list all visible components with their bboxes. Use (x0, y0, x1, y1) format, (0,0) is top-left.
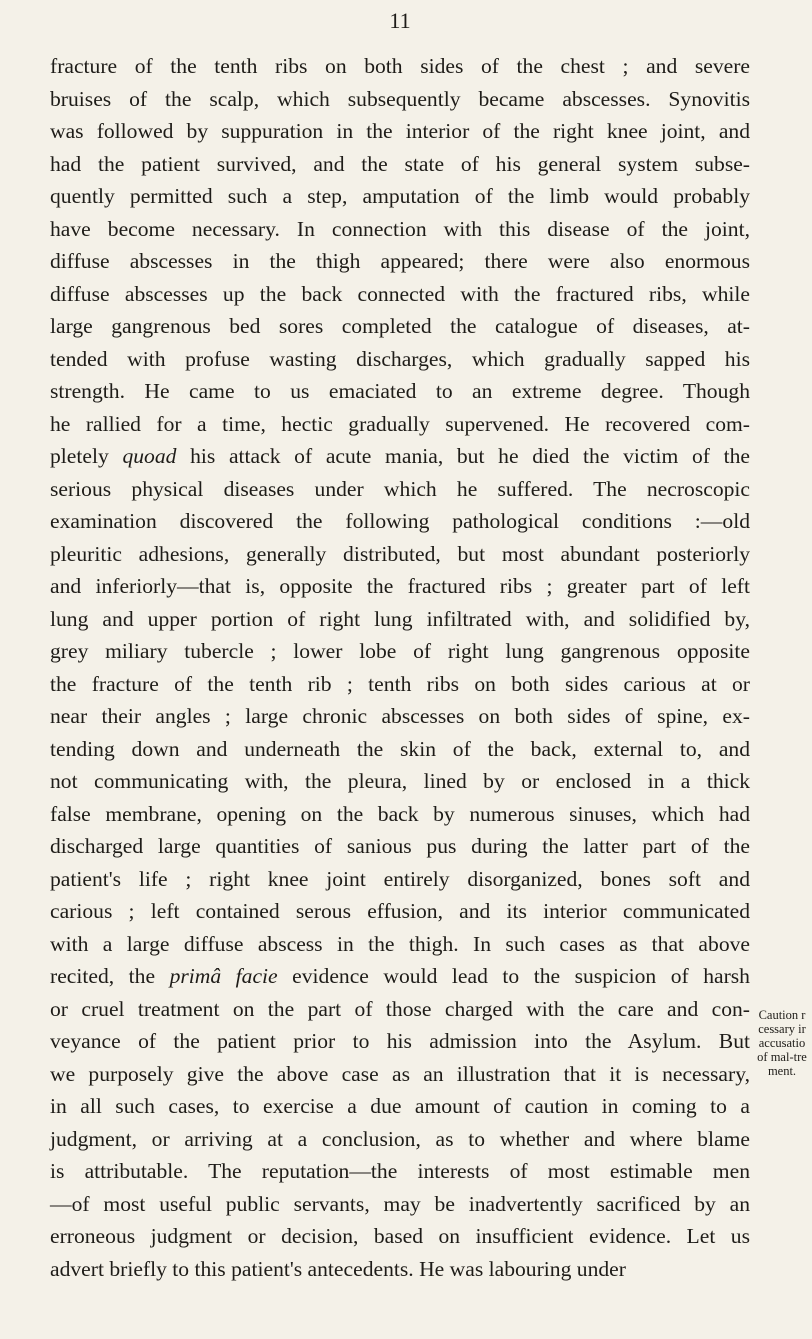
text-segment: erroneous judgment or decision, based on insufficient evidence. Let us (50, 1224, 750, 1248)
text-segment: had the patient survived, and the state of his general system subse- (50, 151, 750, 176)
text-line (50, 115, 750, 148)
margin-note-line: accusatio (758, 1036, 806, 1050)
margin-note-line: Caution r (758, 1008, 806, 1022)
text-segment: grey miliary tubercle ; lower lobe of right lung gangrenous opposite (50, 639, 750, 663)
text-segment: and inferiorly—that is, opposite the fractured ribs ; greater part of left (50, 574, 750, 598)
text-segment: quently permitted such a step, amputation of the limb would probably (50, 184, 750, 208)
text-line (50, 863, 750, 896)
text-segment: fracture of the tenth ribs on both sides of the chest ; and severe (50, 54, 750, 78)
text-line (50, 603, 750, 636)
text-segment: not communicating with, the pleura, lined by or enclosed in a thick (50, 769, 750, 793)
text-segment: evidence would lead to the suspicion of harsh (277, 964, 750, 988)
text-segment: recited, the (50, 964, 170, 988)
text-segment: pletely (50, 444, 123, 468)
text-line (50, 1220, 750, 1253)
margin-note-line: ment. (767, 1064, 797, 1078)
text-line (50, 1123, 750, 1156)
text-segment: with a large diffuse abscess in the thigh. In such cases as that above (50, 931, 750, 956)
text-segment: patient's life ; right knee joint entirely disorganized, bones soft and (50, 866, 750, 891)
italic-phrase: primâ facie (169, 964, 278, 988)
text-line (50, 505, 750, 538)
text-line (50, 830, 750, 863)
text-line (50, 50, 750, 83)
text-line (50, 440, 750, 473)
text-segment: was followed by suppuration in the interior of the right knee joint, and (50, 119, 750, 143)
text-line (50, 960, 750, 993)
text-segment: strength. He came to us emaciated to an extreme degree. Though (50, 379, 750, 403)
text-line (50, 473, 750, 506)
text-line (50, 668, 750, 701)
text-line (50, 1025, 750, 1058)
text-segment: advert briefly to this patient's antecedents. He was labouring under (50, 1256, 626, 1281)
text-line (50, 343, 750, 376)
text-line (50, 895, 750, 928)
text-segment: tending down and underneath the skin of the back, external to, and (50, 736, 750, 761)
text-segment: large gangrenous bed sores completed the catalogue of diseases, at- (50, 314, 750, 338)
text-segment: judgment, or arriving at a conclusion, as to whether and where blame (50, 1126, 750, 1151)
text-segment: or cruel treatment on the part of those charged with the care and con- (50, 996, 750, 1021)
text-segment: is attributable. The reputation—the interests of most estimable men (50, 1159, 750, 1183)
text-segment: bruises of the scalp, which subsequently became abscesses. Synovitis (50, 86, 750, 111)
text-line (50, 213, 750, 246)
text-segment: tended with profuse wasting discharges, which gradually sapped his (50, 346, 750, 371)
text-segment: the fracture of the tenth rib ; tenth ribs on both sides carious at or (50, 671, 750, 696)
text-segment: serious physical diseases under which he suffered. The necroscopic (50, 476, 750, 501)
text-line (50, 993, 750, 1026)
text-line (50, 928, 750, 961)
margin-note (752, 1008, 812, 1078)
text-segment: veyance of the patient prior to his admission into the Asylum. But (50, 1029, 750, 1053)
text-segment: have become necessary. In connection with this disease of the joint, (50, 216, 750, 241)
text-line (50, 570, 750, 603)
text-line (50, 1188, 750, 1221)
page-number: 11 (389, 8, 411, 33)
text-line (50, 765, 750, 798)
text-segment: we purposely give the above case as an illustration that it is necessary, (50, 1061, 750, 1086)
text-line (50, 1253, 750, 1286)
text-line (50, 733, 750, 766)
text-segment: his attack of acute mania, but he died the victim of the (176, 444, 750, 468)
text-line (50, 635, 750, 668)
text-segment: in all such cases, to exercise a due amount of caution in coming to a (50, 1094, 750, 1118)
text-line (50, 700, 750, 733)
text-line (50, 180, 750, 213)
text-segment: lung and upper portion of right lung infiltrated with, and solidified by, (50, 606, 750, 631)
text-segment: near their angles ; large chronic abscesses on both sides of spine, ex- (50, 704, 750, 728)
text-segment: examination discovered the following pathological conditions :—old (50, 509, 750, 533)
text-segment: he rallied for a time, hectic gradually supervened. He recovered com- (50, 411, 750, 436)
text-line (50, 1155, 750, 1188)
text-line (50, 245, 750, 278)
body-text (50, 50, 750, 1285)
text-line (50, 310, 750, 343)
text-segment: false membrane, opening on the back by numerous sinuses, which had (50, 801, 750, 826)
text-segment: diffuse abscesses in the thigh appeared; there were also enormous (50, 249, 750, 273)
margin-note-line: cessary ir (758, 1022, 806, 1036)
text-segment: —of most useful public servants, may be inadvertently sacrificed by an (50, 1191, 750, 1216)
margin-note-line: of mal-tre (757, 1050, 807, 1064)
text-line (50, 408, 750, 441)
text-segment: carious ; left contained serous effusion, and its interior communicated (50, 899, 750, 923)
text-line (50, 798, 750, 831)
text-line (50, 83, 750, 116)
text-line (50, 1090, 750, 1123)
text-segment: pleuritic adhesions, generally distributed, but most abundant posteriorly (50, 541, 750, 566)
text-line (50, 375, 750, 408)
text-segment: diffuse abscesses up the back connected with the fractured ribs, while (50, 281, 750, 306)
italic-phrase: quoad (122, 444, 177, 468)
text-line (50, 1058, 750, 1091)
text-segment: discharged large quantities of sanious pus during the latter part of the (50, 834, 750, 858)
text-line (50, 538, 750, 571)
text-line (50, 278, 750, 311)
text-line (50, 148, 750, 181)
